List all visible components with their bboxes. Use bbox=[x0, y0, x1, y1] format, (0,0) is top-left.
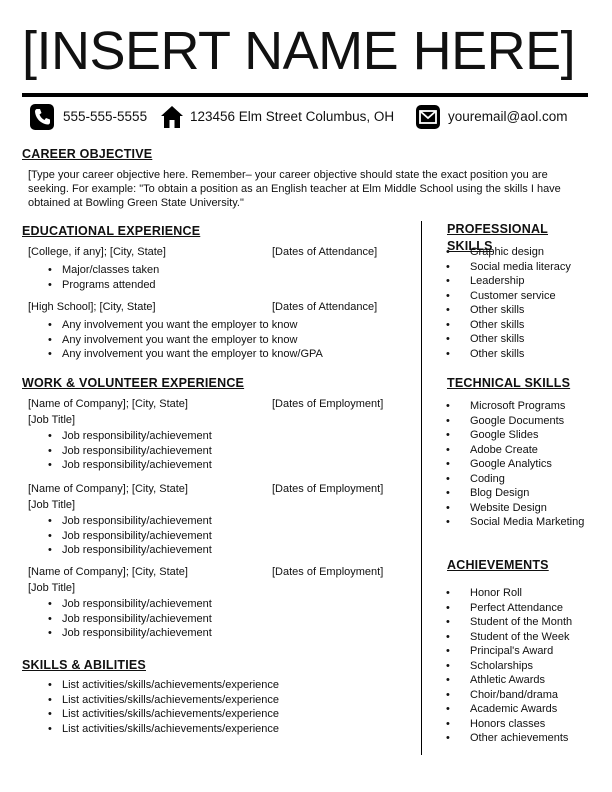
list-item: • Athletic Awards bbox=[446, 673, 572, 688]
work-company: [Name of Company]; [City, State] bbox=[28, 483, 188, 495]
education-place: [College, if any]; [City, State] bbox=[28, 246, 166, 258]
list-item: • Other skills bbox=[446, 318, 571, 333]
technical-skills-list bbox=[446, 399, 584, 530]
work-dates: [Dates of Employment] bbox=[272, 566, 384, 578]
list-item: • Leadership bbox=[446, 274, 571, 289]
list-item: • Google Documents bbox=[446, 414, 584, 429]
list-item: • Job responsibility/achievement bbox=[48, 626, 212, 641]
technical-skills-heading: TECHNICAL SKILLS bbox=[447, 376, 571, 390]
envelope-icon bbox=[416, 104, 440, 130]
skills-abilities-heading: SKILLS & ABILITIES bbox=[22, 658, 146, 672]
list-item: • Academic Awards bbox=[446, 702, 572, 717]
list-item: • Honor Roll bbox=[446, 586, 572, 601]
work-company: [Name of Company]; [City, State] bbox=[28, 398, 188, 410]
list-item: • Scholarships bbox=[446, 659, 572, 674]
phone-number: 555-555-5555 bbox=[63, 109, 148, 124]
home-icon bbox=[160, 104, 184, 130]
list-item: • Job responsibility/achievement bbox=[48, 458, 212, 473]
list-item: • Any involvement you want the employer to know/GPA bbox=[48, 347, 323, 362]
column-divider bbox=[421, 221, 422, 755]
skills-abilities-list bbox=[48, 678, 279, 736]
list-item: • Other skills bbox=[446, 332, 571, 347]
career-objective-heading: CAREER OBJECTIVE bbox=[22, 147, 153, 161]
list-item: • Major/classes taken bbox=[48, 263, 159, 278]
professional-skills-heading-line2: SKILLS bbox=[447, 239, 493, 253]
education-heading: EDUCATIONAL EXPERIENCE bbox=[22, 224, 201, 238]
email-address: youremail@aol.com bbox=[448, 109, 568, 124]
education-place: [High School]; [City, State] bbox=[28, 301, 156, 313]
list-item: • Graphic design bbox=[446, 245, 571, 260]
list-item: • Social media literacy bbox=[446, 260, 571, 275]
work-job-title: [Job Title] bbox=[28, 582, 76, 594]
list-item: • Student of the Month bbox=[446, 615, 572, 630]
list-item: • Microsoft Programs bbox=[446, 399, 584, 414]
list-item: • Student of the Week bbox=[446, 630, 572, 645]
list-item: • Coding bbox=[446, 472, 584, 487]
education-dates: [Dates of Attendance] bbox=[272, 246, 378, 258]
list-item: • Any involvement you want the employer to know bbox=[48, 318, 323, 333]
list-item: • Job responsibility/achievement bbox=[48, 444, 212, 459]
list-item: • Programs attended bbox=[48, 278, 159, 293]
achievements-heading: ACHIEVEMENTS bbox=[447, 558, 549, 572]
list-item: • List activities/skills/achievements/experience bbox=[48, 722, 279, 737]
education-bullets bbox=[48, 263, 159, 292]
work-company: [Name of Company]; [City, State] bbox=[28, 566, 188, 578]
work-bullets bbox=[48, 597, 212, 641]
work-dates: [Dates of Employment] bbox=[272, 398, 384, 410]
work-dates: [Dates of Employment] bbox=[272, 483, 384, 495]
list-item: • Job responsibility/achievement bbox=[48, 514, 212, 529]
list-item: • Choir/band/drama bbox=[446, 688, 572, 703]
list-item: • Honors classes bbox=[446, 717, 572, 732]
list-item: • Any involvement you want the employer to know bbox=[48, 333, 323, 348]
list-item: • Blog Design bbox=[446, 486, 584, 501]
list-item: • List activities/skills/achievements/experience bbox=[48, 693, 279, 708]
list-item: • Google Slides bbox=[446, 428, 584, 443]
list-item: • Social Media Marketing bbox=[446, 515, 584, 530]
address: 123456 Elm Street Columbus, OH bbox=[190, 109, 395, 124]
education-dates: [Dates of Attendance] bbox=[272, 301, 378, 313]
list-item: • List activities/skills/achievements/experience bbox=[48, 707, 279, 722]
professional-skills-list bbox=[446, 245, 571, 361]
work-job-title: [Job Title] bbox=[28, 414, 76, 426]
education-bullets bbox=[48, 318, 323, 362]
resume-name: [INSERT NAME HERE] bbox=[22, 21, 576, 81]
career-objective-text: [Type your career objective here. Remember– your career objective should state the exact position you are seeking. For example: "To obtain a position as an English teacher at Elm Middle School using the skills I have obtained at Bowling Green State University." bbox=[28, 169, 561, 209]
list-item: • Job responsibility/achievement bbox=[48, 597, 212, 612]
work-bullets bbox=[48, 514, 212, 558]
professional-skills-heading: PROFESSIONAL bbox=[447, 222, 549, 236]
list-item: • Other achievements bbox=[446, 731, 572, 746]
achievements-list bbox=[446, 586, 572, 746]
work-job-title: [Job Title] bbox=[28, 499, 76, 511]
phone-icon bbox=[30, 104, 54, 130]
work-bullets bbox=[48, 429, 212, 473]
list-item: • Other skills bbox=[446, 303, 571, 318]
list-item: • Job responsibility/achievement bbox=[48, 543, 212, 558]
list-item: • Job responsibility/achievement bbox=[48, 429, 212, 444]
list-item: • Job responsibility/achievement bbox=[48, 612, 212, 627]
list-item: • Adobe Create bbox=[446, 443, 584, 458]
list-item: • Principal's Award bbox=[446, 644, 572, 659]
list-item: • Other skills bbox=[446, 347, 571, 362]
list-item: • List activities/skills/achievements/experience bbox=[48, 678, 279, 693]
work-heading: WORK & VOLUNTEER EXPERIENCE bbox=[22, 376, 245, 390]
list-item: • Perfect Attendance bbox=[446, 601, 572, 616]
list-item: • Google Analytics bbox=[446, 457, 584, 472]
list-item: • Customer service bbox=[446, 289, 571, 304]
header-divider bbox=[22, 93, 588, 97]
list-item: • Website Design bbox=[446, 501, 584, 516]
list-item: • Job responsibility/achievement bbox=[48, 529, 212, 544]
